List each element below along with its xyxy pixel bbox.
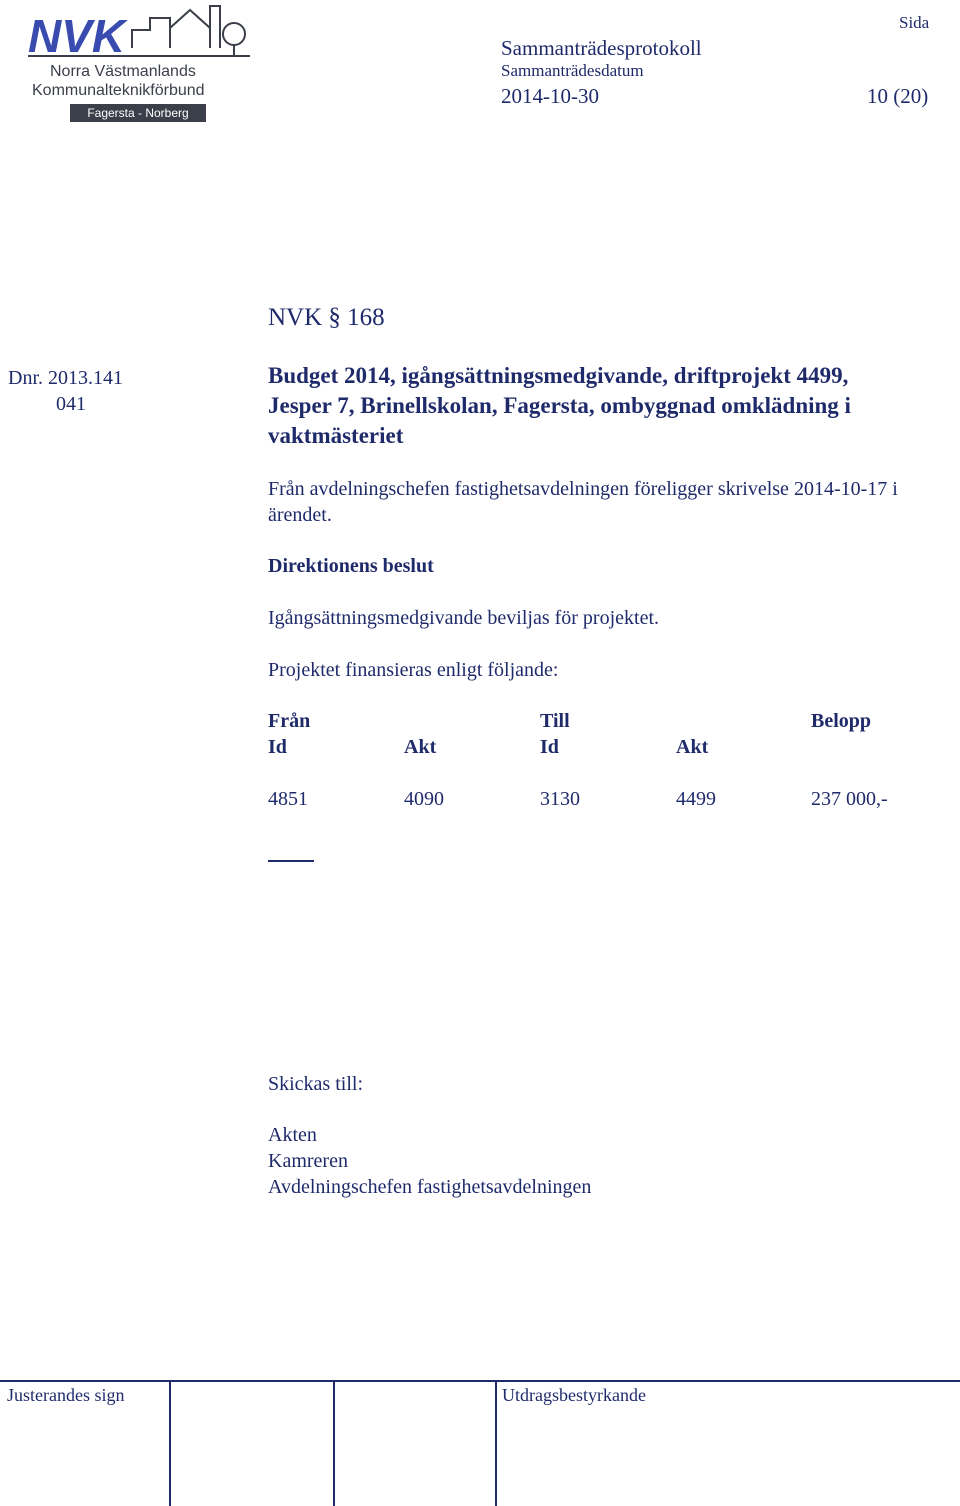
sign-label: Justerandes sign — [7, 1385, 125, 1405]
table-header-from: Från — [268, 710, 311, 732]
distribution-label: Skickas till: — [268, 1073, 363, 1095]
date-label: Sammanträdesdatum — [501, 61, 644, 80]
footer-divider — [495, 1382, 497, 1506]
extract-label: Utdragsbestyrkande — [502, 1385, 646, 1405]
footer-divider — [169, 1382, 171, 1506]
section-title-line2: Jesper 7, Brinellskolan, Fagersta, ombyggnad omklädning i — [268, 393, 851, 418]
decision-heading: Direktionens beslut — [268, 555, 434, 577]
signature-footer — [0, 1380, 960, 1506]
logo-acronym: NVK — [28, 10, 126, 62]
page-label: Sida — [899, 13, 930, 32]
table-header-akt-from: Akt — [404, 736, 437, 758]
cell-amount: 237 000,- — [811, 788, 888, 810]
cell-akt-from: 4090 — [404, 788, 444, 810]
logo-badge: Fagersta - Norberg — [87, 106, 189, 120]
dnr-code: 041 — [56, 393, 86, 415]
cell-id-from: 4851 — [268, 788, 308, 810]
footnote-rule — [268, 860, 314, 862]
table-header-to: Till — [540, 710, 570, 732]
page-number: 10 (20) — [867, 84, 929, 108]
intro-line1: Från avdelningschefen fastighetsavdelningen föreligger skrivelse 2014-10-17 i — [268, 478, 898, 500]
logo-graphic — [20, 0, 260, 130]
table-header-akt-to: Akt — [676, 736, 709, 758]
logo-line1: Norra Västmanlands — [50, 63, 196, 80]
decision-text: Igångsättningsmedgivande beviljas för projektet. — [268, 607, 660, 629]
cell-akt-to: 4499 — [676, 788, 716, 810]
doc-type: Sammanträdesprotokoll — [501, 36, 702, 60]
dnr-number: Dnr. 2013.141 — [8, 367, 123, 389]
recipient-item: Kamreren — [268, 1150, 348, 1172]
section-title-line1: Budget 2014, igångsättningsmedgivande, driftprojekt 4499, — [268, 363, 849, 388]
financing-text: Projektet finansieras enligt följande: — [268, 659, 559, 681]
table-header-amount: Belopp — [811, 710, 872, 732]
recipient-item: Akten — [268, 1124, 317, 1146]
intro-line2: ärendet. — [268, 504, 332, 526]
table-header-id-from: Id — [268, 736, 287, 758]
logo-line2: Kommunalteknikförbund — [32, 82, 205, 99]
section-number: NVK § 168 — [268, 304, 385, 331]
table-header-id-to: Id — [540, 736, 559, 758]
recipient-item: Avdelningschefen fastighetsavdelningen — [268, 1176, 592, 1198]
footer-divider — [333, 1382, 335, 1506]
meeting-date: 2014-10-30 — [501, 84, 599, 108]
section-title-line3: vaktmästeriet — [268, 423, 404, 448]
cell-id-to: 3130 — [540, 788, 580, 810]
nvk-logo — [20, 0, 260, 130]
